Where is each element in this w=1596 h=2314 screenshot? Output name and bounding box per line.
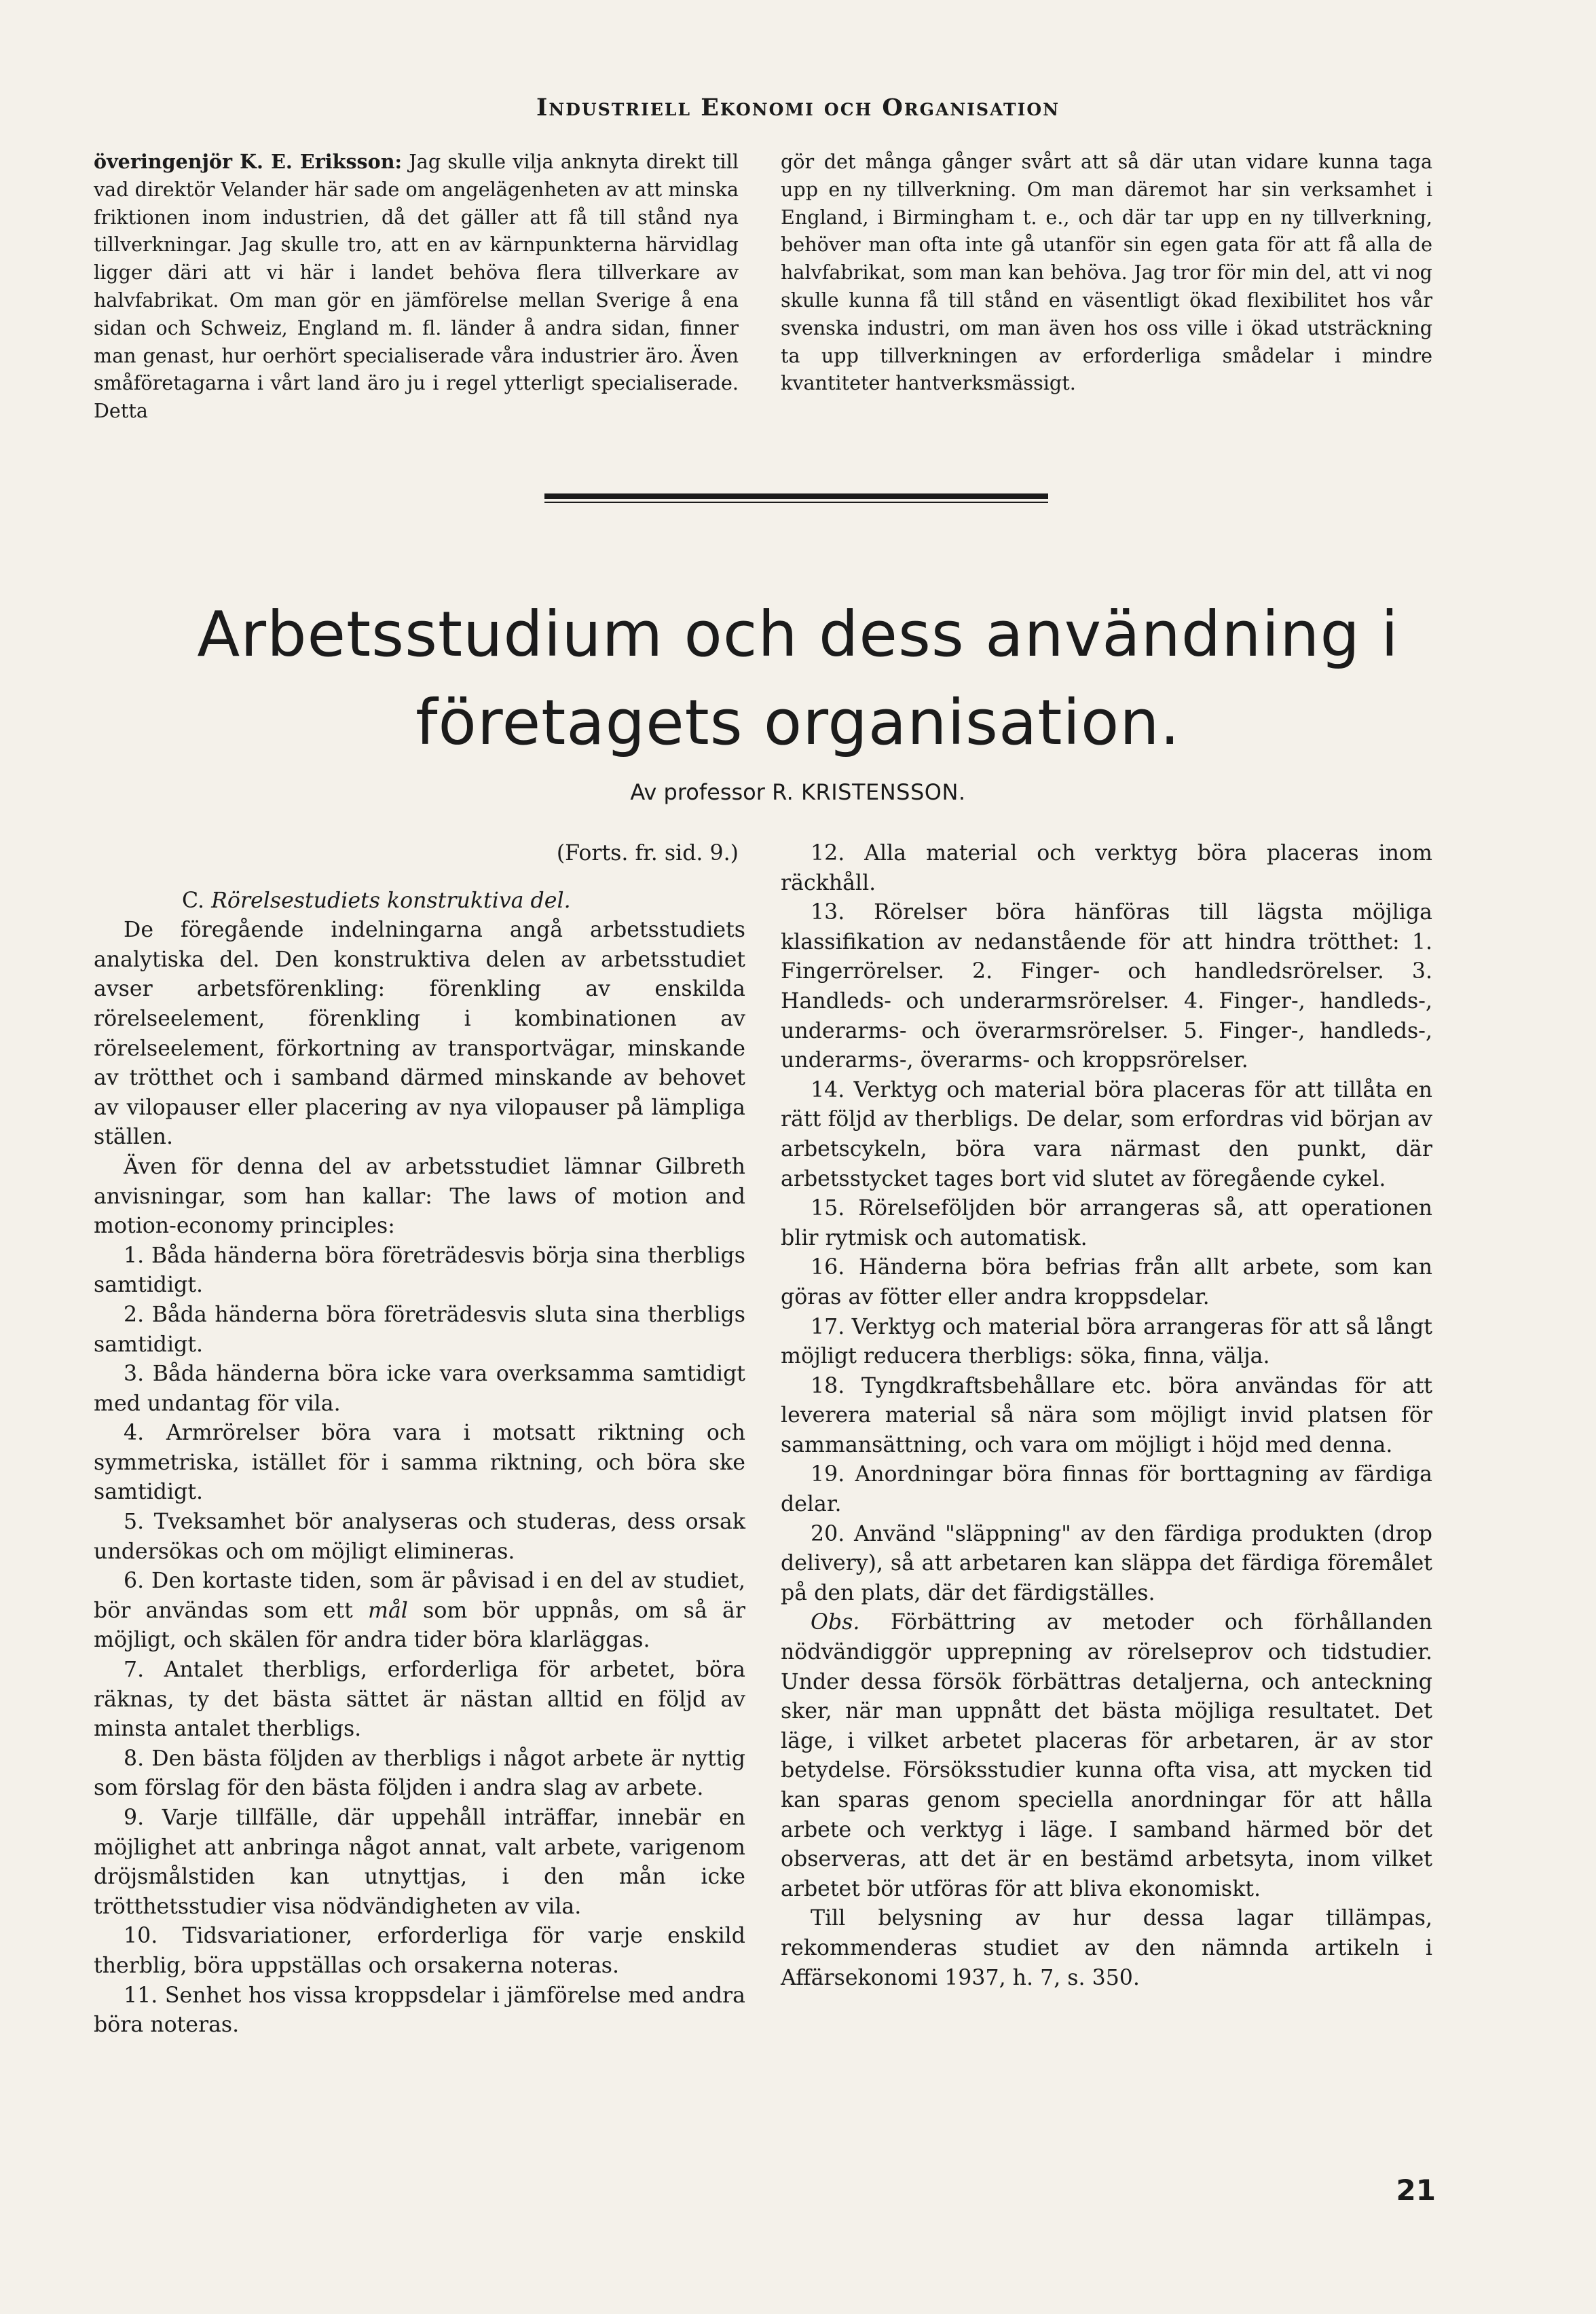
- right-paragraph-list: [781, 839, 1432, 1608]
- article-byline: [0, 779, 1596, 805]
- left-paragraph-list: [94, 916, 745, 1567]
- byline-author: R. KRISTENSSON.: [772, 779, 966, 805]
- body-paragraph: 1. Båda händerna böra företrädesvis börja sina therbligs samtidigt.: [94, 1243, 745, 1298]
- body-paragraph: 5. Tveksamhet bör analyseras och studeras, dess orsak undersökas och om möjligt elimineras.: [94, 1510, 745, 1564]
- body-paragraph: 10. Tidsvariationer, erforderliga för varje enskild therblig, böra uppställas och orsakerna noteras.: [94, 1924, 745, 1978]
- body-paragraph: 20. Använd "släppning" av den färdiga produkten (drop delivery), så att arbetaren kan släppa det färdiga föremålet på den plats, där det färdigställes.: [781, 1521, 1432, 1605]
- page-number: 21: [1396, 2173, 1436, 2207]
- article-title: [0, 591, 1596, 767]
- byline-prefix: Av professor: [630, 779, 765, 805]
- body-paragraph: 2. Båda händerna böra företrädesvis sluta sina therbligs samtidigt.: [94, 1302, 745, 1357]
- section-divider-rule: [544, 493, 1048, 499]
- body-paragraph: 11. Senhet hos vissa kroppsdelar i jämförelse med andra böra noteras.: [94, 1983, 745, 2038]
- intro-right-column: [781, 148, 1432, 397]
- intro-left-column: [94, 148, 739, 425]
- body-paragraph: 14. Verktyg och material böra placeras för att tillåta en rätt följd av therbligs. De delar, som erfordras vid början av arbetscykeln, böra vara närmast den punkt, där arbetsstycket tages bort vid slutet av föregående cykel.: [781, 1077, 1432, 1191]
- body-paragraph: 3. Båda händerna böra icke vara overksamma samtidigt med undantag för vila.: [94, 1362, 745, 1416]
- body-paragraph: 17. Verktyg och material böra arrangeras för att så långt möjligt reducera therbligs: söka, finna, välja.: [781, 1314, 1432, 1369]
- principle-6-text-b: som bör uppnås, om så är möjligt, och skälen för andra tider böra klarläggas.: [94, 1598, 745, 1653]
- section-label: C.: [182, 888, 205, 913]
- body-paragraph: 19. Anordningar böra finnas för borttagning av färdiga delar.: [781, 1462, 1432, 1517]
- section-title: Rörelsestudiets konstruktiva del.: [211, 888, 571, 913]
- body-paragraph: Även för denna del av arbetsstudiet lämnar Gilbreth anvisningar, som han kallar: The laws of motion and motion-economy principles:: [94, 1154, 745, 1239]
- obs-label: Obs.: [811, 1610, 860, 1635]
- section-heading: [94, 887, 745, 916]
- body-paragraph: 15. Rörelseföljden bör arrangeras så, att operationen blir rytmisk och automatisk.: [781, 1196, 1432, 1250]
- intro-left-paragraph: [94, 148, 739, 425]
- continuation-note: (Forts. fr. sid. 9.): [556, 841, 739, 865]
- body-paragraph: 18. Tyngdkraftsbehållare etc. böra användas för att leverera material så nära som möjligt invid platsen för sammansättning, och vara om möjligt i höjd med denna.: [781, 1373, 1432, 1457]
- body-paragraph: 4. Armrörelser böra vara i motsatt riktning och symmetriska, istället för i samma riktning, och böra ske samtidigt.: [94, 1421, 745, 1505]
- closing-paragraph: Till belysning av hur dessa lagar tillämpas, rekommenderas studiet av den nämnda artikeln i Affärsekonomi 1937, h. 7, s. 350.: [781, 1906, 1432, 1990]
- intro-left-text: Jag skulle vilja anknyta direkt till vad direktör Velander här sade om angelägenheten av att minska friktionen inom industrien, då det gäller att få till stånd nya tillverkningar. Jag skulle tro, att en av kärnpunkterna härvidlag ligger däri att vi här i landet behöva flera tillverkare av halvfabrikat. Om man gör en jämförelse mellan Sverige å ena sidan och Schweiz, England m. fl. länder å andra sidan, finner man genast, hur oerhört specialiserade våra industrier äro. Även småföretagarna i vårt land äro ju i regel ytterligt specialiserade. Detta: [94, 150, 739, 423]
- body-paragraph: 8. Den bästa följden av therbligs i något arbete är nyttig som förslag för den bästa följden i andra slag av arbete.: [94, 1746, 745, 1801]
- obs-text: Förbättring av metoder och förhållanden nödvändiggör upprepning av rörelseprov och tidstudier. Under dessa försök förbättras detaljerna, och anteckning sker, när man uppnått det bästa möjliga resultatet. Det läge, i vilket arbetet placeras för arbetaren, är av stor betydelse. Försöksstudier kunna ofta visa, att mycken tid kan sparas genom speciella anordningar för att hålla arbete och verktyg i läge. I samband härmed bör det observeras, att det är en bestämd arbetsyta, inom vilket arbetet bör utföras för att bliva ekonomiskt.: [781, 1610, 1432, 1901]
- speaker-name: överingenjör K. E. Eriksson:: [94, 150, 403, 173]
- principle-6-text-a: 6. Den kortaste tiden, som är påvisad i en del av studiet, bör användas som ett: [94, 1569, 745, 1623]
- body-paragraph: De föregående indelningarna angå arbetsstudiets analytiska del. Den konstruktiva delen av arbetsstudiet avser arbetsförenkling: förenkling av enskilda rörelseelement, förenkling i kombinationen av rörelseelement, förkortning av transportvägar, minskande av trötthet och i samband därmed minskande av behovet av vilopauser eller placering av nya vilopauser på lämpliga ställen.: [94, 918, 745, 1150]
- body-paragraph: 7. Antalet therbligs, erforderliga för arbetet, böra räknas, ty det bästa sättet är nästan alltid en följd av minsta antalet therbligs.: [94, 1658, 745, 1742]
- intro-right-paragraph: gör det många gånger svårt att så där utan vidare kunna taga upp en ny tillverkning. Om man däremot har sin verksamhet i England, i Birmingham t. e., och där tar upp en ny tillverkning, behöver man ofta inte gå utanför sin egen gata för att få alla de halvfabrikat, som man kan behöva. Jag tror för min del, att vi nog skulle kunna få till stånd en väsentligt ökad flexibilitet hos vår svenska industri, om man även hos oss ville i ökad utsträckning ta upp tillverkningen av erforderliga smådelar i mindre kvantiteter hantverksmässigt.: [781, 150, 1432, 395]
- body-right-column: [781, 839, 1432, 1993]
- body-paragraph: 16. Händerna böra befrias från allt arbete, som kan göras av fötter eller andra kroppsdelar.: [781, 1255, 1432, 1309]
- principle-6: [94, 1567, 745, 1656]
- body-paragraph: 13. Rörelser böra hänföras till lägsta möjliga klassifikation av nedanstående för att hindra trötthet: 1. Fingerrörelser. 2. Finger- och handledsrörelser. 3. Handleds- och underarmsrörelser. 4. Finger-, handleds-, underarms- och överarmsrörelser. 5. Finger-, handleds-, underarms-, överarms- och kroppsrörelser.: [781, 900, 1432, 1073]
- article-title-line-1: Arbetsstudium och dess användning i: [197, 598, 1399, 671]
- running-header: Industriell Ekonomi och Organisation: [536, 94, 1060, 122]
- body-paragraph: 12. Alla material och verktyg böra placeras inom räckhåll.: [781, 841, 1432, 895]
- obs-paragraph: [781, 1608, 1432, 1904]
- left-paragraph-list-2: [94, 1656, 745, 2040]
- body-left-column: [94, 839, 745, 2040]
- article-title-line-2: företagets organisation.: [415, 686, 1181, 759]
- principle-6-emphasis: mål: [368, 1598, 408, 1623]
- body-paragraph: 9. Varje tillfälle, där uppehåll inträffar, innebär en möjlighet att anbringa något annat, valt arbete, varigenom dröjsmålstiden kan utnyttjas, i den mån icke trötthetsstudier visa nödvändigheten av vila.: [94, 1806, 745, 1919]
